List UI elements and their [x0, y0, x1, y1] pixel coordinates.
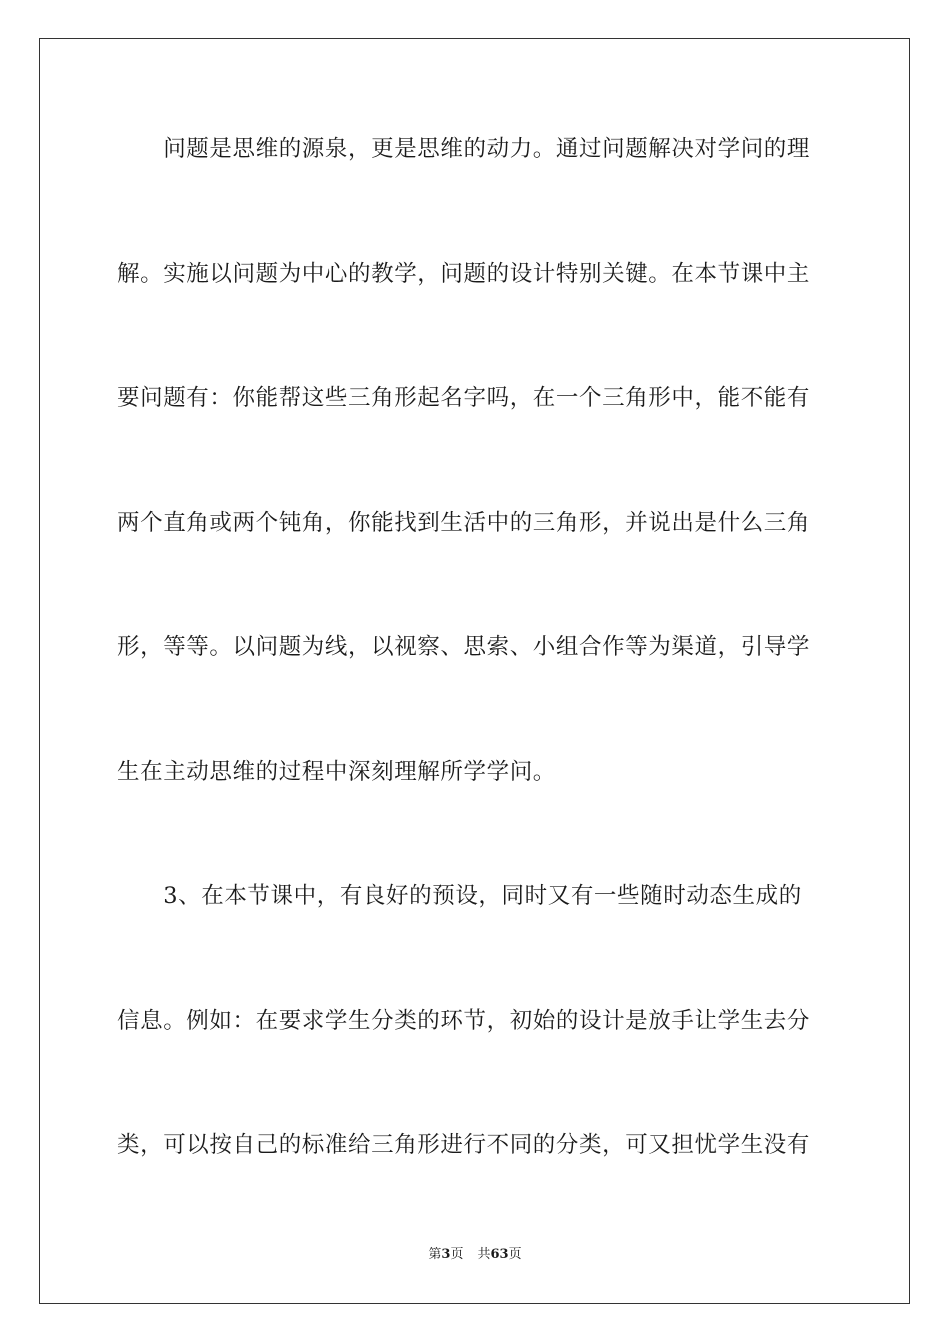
paragraph-line-1: 问题是思维的源泉，更是思维的动力。通过问题解决对学问的理: [117, 136, 811, 162]
paragraph-line-6: 生在主动思维的过程中深刻理解所学学问。: [117, 759, 556, 785]
paragraph-line-8: 信息。例如：在要求学生分类的环节，初始的设计是放手让学生去分: [117, 1008, 811, 1034]
paragraph-line-5: 形，等等。以问题为线，以视察、思索、小组合作等为渠道，引导学: [117, 634, 811, 660]
page-border: [39, 38, 910, 1304]
total-pages: 63: [490, 1247, 509, 1262]
paragraph-line-3: 要问题有：你能帮这些三角形起名字吗，在一个三角形中，能不能有: [117, 385, 811, 411]
total-suffix: 页: [508, 1247, 522, 1262]
page-number: 3: [441, 1247, 451, 1262]
page-suffix: 页: [450, 1247, 464, 1262]
paragraph-line-7: 3、在本节课中，有良好的预设，同时又有一些随时动态生成的: [117, 883, 802, 909]
page-footer: [0, 1246, 950, 1264]
paragraph-line-9: 类，可以按自己的标准给三角形进行不同的分类，可又担忧学生没有: [117, 1132, 811, 1158]
paragraph-line-2: 解。实施以问题为中心的教学，问题的设计特别关键。在本节课中主: [117, 261, 811, 287]
total-prefix: 共: [477, 1247, 491, 1262]
paragraph-line-4: 两个直角或两个钝角，你能找到生活中的三角形，并说出是什么三角: [117, 510, 811, 536]
page-prefix: 第: [428, 1247, 442, 1262]
